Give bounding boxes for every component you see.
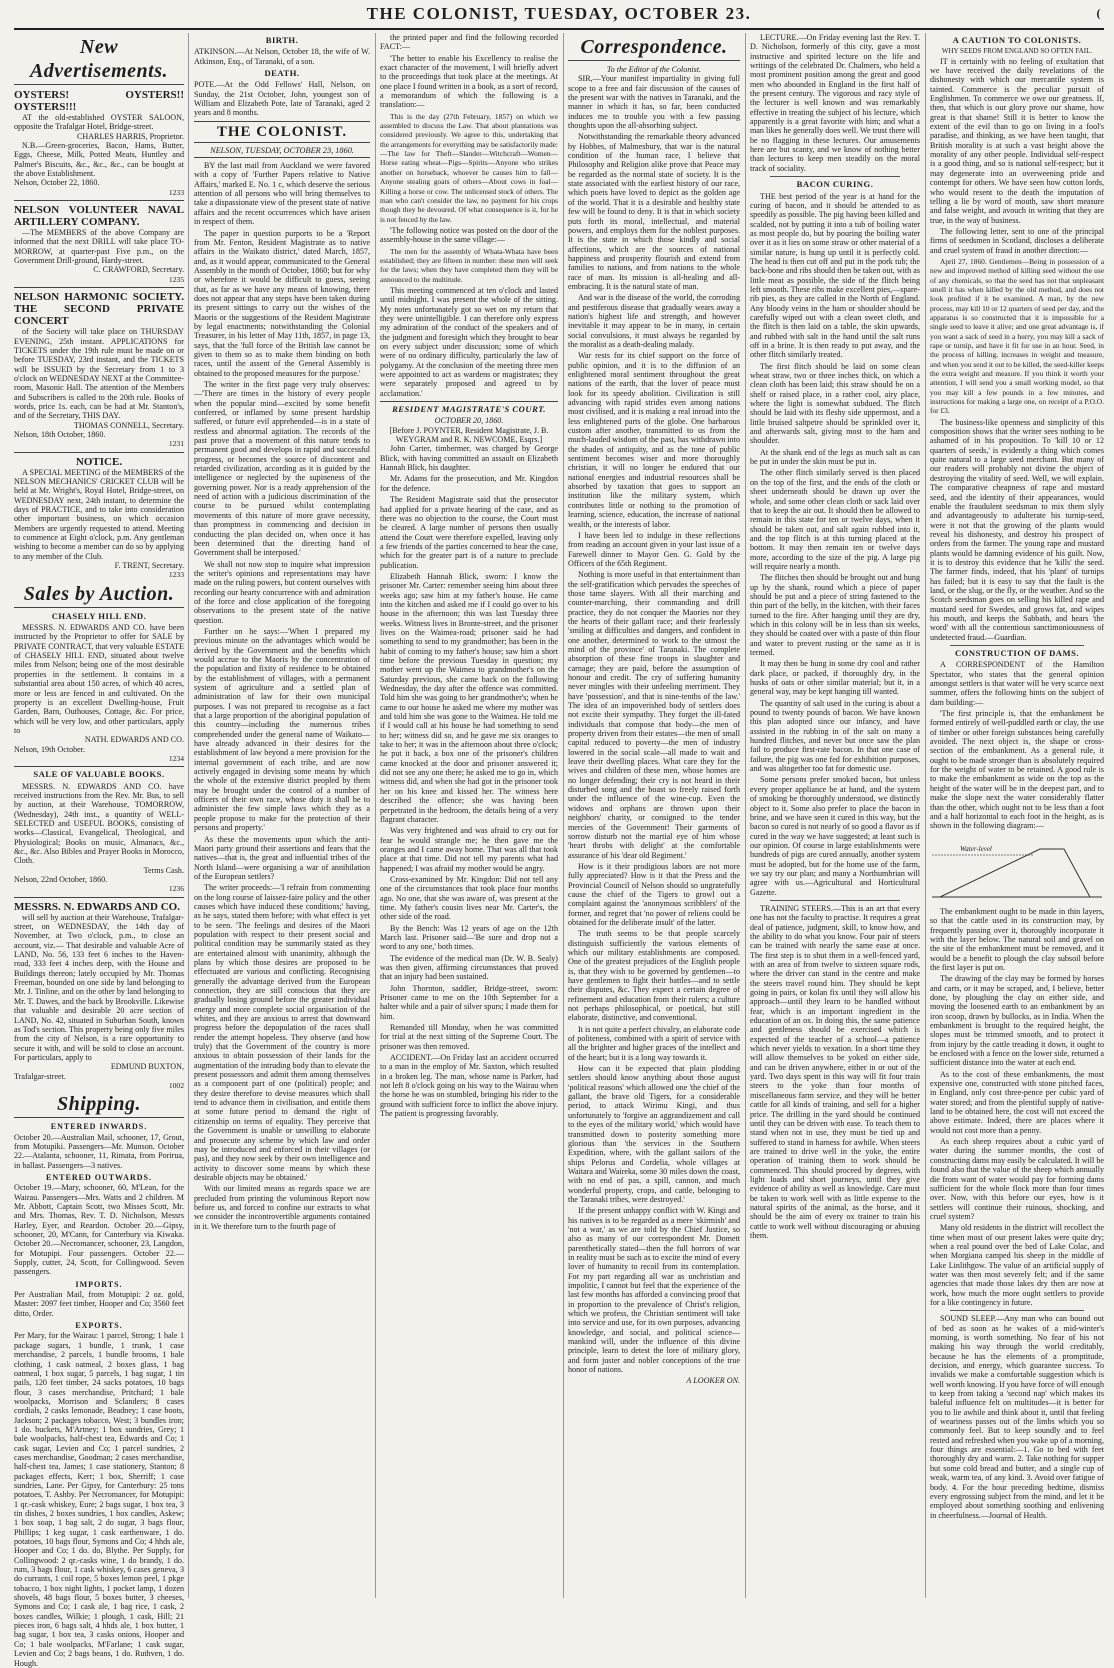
auction-signature: EDMUND BUXTON, bbox=[110, 1062, 184, 1072]
ad-extra: N.B.—Green-groceries, Bacon, Hams, Butter, Eggs, Cheese, Milk, Potted Meats, Huntley and Palmer's Biscuits, &c., &c., &c., can be bought at the above Establishment. bbox=[14, 141, 184, 179]
masthead-title: THE COLONIST, TUESDAY, OCTOBER 23. bbox=[366, 4, 752, 23]
bacon-paragraph: The quantity of salt used in the curing is about a pound to twenty pounds of bacon. We have known this plan adopted since our infancy, and have assisted in the rubbing in of the salt on many a hundred flitches, and never but once saw the plan fail to produce first-rate bacon. In that one case of failure, the pig was one fed for exhibition purposes, and was altogether too fat for domestic use. bbox=[750, 698, 920, 774]
bacon-paragraph: The flitches then should be brought out and hung up by the shank, round which a piece of paper should be put and a piece of string fastened to the thin part of the belly, in the kitchen, with their faces turned to the fire. After hanging until they are dry, which in this colony will be in less than six weeks, they should be coated over with a paste of thin flour and water to prevent rusting or the same as it is termed. bbox=[750, 573, 920, 657]
court-paragraph: By the Bench: Was 12 years of age on the 12th March last. Prisoner said—'Be sure and drop not a word to any one,' both times. bbox=[380, 923, 558, 952]
divider bbox=[14, 200, 184, 201]
dams-paragraph: The drawing of the clay may be formed by horses and carts, or it may be scraped, and, I believe, better done, by ploughing the clay on either side, and moving the loosened earth to an embankment by an iron scoop, drawn by bullocks, as in India. When the embankment is brought to the required height, the slopes must be trimmed smooth, and to protect it from injury by the cattle treading it down, it ought to be enclosed with a fence on the lower side, returned a sufficient distance into the water at each end. bbox=[930, 974, 1104, 1068]
court-title: RESIDENT MAGISTRATE'S COURT. bbox=[392, 404, 546, 415]
editorial-paragraph: Further on he says:—'When I prepared my previous minute on the advantages which would be derived by the Government and the benefits which would accrue to the Maoris by the concentration of the population and fixity of residence to be obtained by the establishment of villages, with a permanent system of agriculture and a settled plan of administration of law for their own municipal purposes. I was not prepared to recognise as a fact that a large proportion of the aboriginal population of this country—including the numerous tribes comprehended under the general name of Waikato—have already advanced in their desires for the establishment of law beyond a mere provision for the internal government of each tribe, and are now actively engaged in devising some means by which the whole of the extensive district peopled by them may be brought under the control of a number of officers of their own race, whose duty it shall be to administer the few simple laws which they as a people propose to make for the protection of their persons and property.' bbox=[194, 626, 370, 833]
ad-heading: NELSON VOLUNTEER NAVAL ARTILLERY COMPANY. bbox=[14, 204, 184, 229]
steers-paragraph: TRAINING STEERS.—This is an art that every one has not the faculty to practise. It requires a great deal of patience, judgment, skill, to know how, and the ability to do what you know. Four pair of steers can be trained with nearly the same ease at once. The first step is to shut them in a well-fenced yard, with an area of from twelve to sixteen square rods, where the driver can stand in the centre and make the steers travel round him. They should be kept going in pairs, or kolan fix until they will allow his approach—until they learn to be handled without fear, which is an important ingredient in the education of an ox. In doing this, the same patience and gentleness should be exercised which is expected of the teacher of a school—a patience which never yields to vexation. In a short time they will allow themselves to be yoked on either side, and can be driven anywhere, either in or out of the yard. Two days spent in this way will fit four train steers to the yoke than four months of miscellaneous farm service, and they will be better cattle for all kinds of training, and sell for a higher price. The drilling in the yard should be continued until they can be driven with ease. To teach them to stand when not in use, they must be tied up and suffered to stand in harness for awhile. When steers are trained to drive well in the yoke, the entire operation of training them to work should be commenced. This should proceed by degrees, with light loads and short journeys, until they give evidence of ability as well as knowledge. Care must be taken to work well with as little expense to the natural spirits of the animal, as the horse, and it should be the aim of every ox trainer to train his cattle to work well without discouraging or abusing them. bbox=[750, 903, 920, 1240]
editorial-paragraph: The paper in question purports to be a 'Report from Mr. Fenton, Resident Magistrate as to native affairs in the Waikato district,' dated March, 1857, and, as it would appear, communicated to the General Assembly in the month of October, 1860; but for why or wherefore it would be difficult to guess, seeing that, as far as we have any means of knowing, there does not appear that any steps have been taken during its present sittings to carry out the wishes of the Maoris or the suggestions of the Resident Magistrate by legal enactments; notwithstanding the Colonial Treasurer, in his letter of May 11th, 1857, in page 13, says, that the 'full force of the British law cannot be given to them so as to make them binding on both races, until the assent of the General Assembly is obtained to the proposed measures for the purpose.' bbox=[194, 228, 370, 378]
auction-books bbox=[14, 770, 184, 893]
deaths-text: POTE.—At the Odd Fellows' Hall, Nelson, on Sunday, the 21st October, John, youngest son of William and Elizabeth Pote, late of Taranaki, aged 2 years and 8 months. bbox=[194, 80, 370, 118]
auction-body: MESSRS. N. EDWARDS AND CO. have been instructed by the Proprietor to offer for SALE by PRIVATE CONTRACT, that very valuable ESTATE of CHASELY HILL END, situated about twelve miles from Nelson; being one of the most desirable properties in the settlement. It contains in a substantial area about 150 acres, of which 40 acres, more or less are fenced in and cultivated. On the property is an excellent Dwelling-house, Fruit Garden, Barn, Outhouses, Cottage, &c. For price, which will be very low, and other particulars, apply to bbox=[14, 623, 184, 735]
auction-number: 1236 bbox=[168, 884, 184, 894]
auction-date: Trafalgar-street. bbox=[14, 1071, 66, 1081]
ad-date: Nelson, October 22, 1860. bbox=[14, 178, 100, 188]
column-5 bbox=[750, 33, 920, 1598]
column-2 bbox=[194, 33, 370, 1598]
column-3 bbox=[380, 33, 558, 1598]
births-heading: BIRTH. bbox=[265, 35, 299, 45]
court-paragraph: John Carter, timbermer, was charged by George Blick, with having committed an assault on Elizabeth Hannah Blick, his daughter. bbox=[380, 444, 558, 473]
auction-date: Nelson, 22nd October, 1860. bbox=[14, 875, 108, 885]
to-editor: To the Editor of the Colonist. bbox=[606, 65, 702, 74]
dams-paragraph: A CORRESPONDENT of the Hamilton Spectator, who states that the general opinion amongst settlers is that water will be very scarce next summer, offers the following hints on the subject of dam building:— bbox=[930, 660, 1104, 707]
new-advertisements-title: New Advertisements. bbox=[14, 35, 184, 85]
bacon-paragraph: The other flitch similarly served is then placed on the top of the first, and the ends of the cloth or sheet underneath should be drawn up over the whole, and some other clean cloth or sack laid over that to keep the air out. It should then be allowed to remain in this state for ten or twelve days, when it should be taken out, and salt again rubbed into it, and the top flitch is at this turning placed at the bottom. It may then remain ten or twelve days more, according to the size of the pig. A large pig will require nearly a month. bbox=[750, 468, 920, 571]
letter-paragraph: Nothing is more useful in that entertainment than the self-gratification which pervades the speeches of those tame slayers. With all their marching and counter-marching, their commanding and drill practice, they do not conquer the Maories nor they the hearts of their gallant race; and their fearlessly 'smiling at difficulties and dangers, and confident in one another, determined to work to the utmost the mind of the province' of Taranaki. The complete absorption of these fine troops in slaughter and carnage; they are paid, before the assumption of honour and credit. The cry of suffering humanity never mingles with their unfeeling merriment. They have 'possession', and that is nine-tenths of the law.' The idea of an impoverished body of settlers does not excite their sympathy. They forget the ill-fated individuals that compose that body—the men of property driven from their estates—the men of small capital reduced to poverty—the men of industry lowered in the social scale—all made to wait and leave their dwelling places. What care they for the wives and children of these men, whose homes are no longer defending; their cry is not heard in their disturbed song and the boast so freely raised forth under the influence of the wine-cup. Even the widows and orphans are thrown upon their neighbors' charity, or consigned to the tender mercies of the Government! Their garments of sorrow disturb not the martial eye of him whose 'heart throbs with delight' at the comfortable assurance of his 'dear old Regiment.' bbox=[568, 570, 740, 860]
ad-heading: NELSON HARMONIC SOCIETY. THE SECOND PRIVATE CONCERT bbox=[14, 291, 184, 328]
column-rule bbox=[375, 33, 376, 1598]
column-rule bbox=[563, 33, 564, 1598]
court-paragraph: The Resident Magistrate said that the prosecutor had applied for a private hearing of the case, and as there was no objection to the course, the Court must be cleared. A large number of persons then usually attend the Court were therefore expelled, leaving only a few friends of the parties concerned to hear the case, which for the greater part is of a nature to preclude publication. bbox=[380, 495, 558, 570]
auction-heading: MESSRS. N. EDWARDS AND CO. bbox=[14, 900, 180, 913]
ad-number: 1231 bbox=[168, 439, 184, 449]
water-level-label: Water-level bbox=[960, 844, 992, 853]
letter-paragraph: I have been led to indulge in these reflections from reading an account given in your last issue of a Farewell dinner to Mayor Gen. G. Gold by the Officers of the 65th Regiment. bbox=[568, 530, 740, 568]
entered-inwards-text: October 20.—Australian Mail, schooner, 17, Grout, from Motupiki. Passengers—Mr. Munson. October 22.—Atalanta, schooner, 11, Rimata, from Porirua, in ballast. Passengers—3 natives. bbox=[14, 1132, 184, 1170]
auction-signature: NATH. EDWARDS AND CO. bbox=[84, 735, 184, 745]
dams-paragraph: As each sheep requires about a cubic yard of water during the summer months, the cost of constructing dams may easily be calculated. It will be found also that the value of the sheep which annually die from want of water would pay for forming dams sufficient for the whole flock more than four times over. Now, with this before our eyes, how is it settlers will continue their ruinous, shocking, and cruel system? bbox=[930, 1137, 1104, 1221]
editorial-paragraph: This meeting commenced at ten o'clock and lasted until midnight. I was present the whole of the sitting. My notes unfortunately got so wet on my return that they were unintelligible. I can therefore only express my admiration of the conduct of the speakers and of the judgment and foresight which they brought to bear on every subject under discussion; some of which were of no ordinary difficulty, particularly the law of polygamy. At the conclusion of the meeting three men were appointed to act as wardens or magistrates; they were separately proposed and agreed to by acclamation.' bbox=[380, 285, 558, 398]
divider bbox=[380, 401, 558, 402]
column-rule bbox=[925, 33, 926, 1598]
letter-signature: A LOOKER ON. bbox=[686, 1376, 740, 1386]
auction-signature: Terms Cash. bbox=[143, 865, 184, 875]
editorial-paragraph: With our limited means as regards space we are precluded from printing the voluminous Report now before us, and forced to confine our extracts to what we consider the incontrovertible arguments contained in it. We therefore turn to the fourth page of bbox=[194, 1184, 370, 1231]
ad-number: 1235 bbox=[168, 274, 184, 284]
ad-body: AT the old-established OYSTER SALOON, opposite the Trafalgar Hotel, Bridge-street. bbox=[14, 113, 184, 132]
caution-paragraph: The business-like openness and simplicity of this composition shows that the writer sees nothing to be ashamed of in his proposition. To 'kill 10 or 12 quarters of seeds,' is evidently a thing which comes quite natural to a large seed merchant. But many of our readers will probably not divine the object of destroying the vitality of seed. Well, we will explain. The comparative cheapness of rape and mustard seed, and the identity of their appearances, would enable the fraudulent seedsman to mix them slyly and advantageously to adulterate his turnip-seed, were it not that the growing of the plants would reveal his dishonesty, and destroy his prospect of orders from the farmer. The young rape and mustard plants would be damning evidence of his guilt. Now, it is to destroy this evidence that he 'kills' the seed. The farmer finds, indeed, that his 'plant' of turnips has failed; but it is easy to say that the fault is the land, or the slug, or the fly, or the weather. And so the Scotch seedsman goes on selling his killed rape and mustard seed for Swedes, and grows fat, and wipes his mouth, and keeps the Sabbath, and hears 'the word' with all the contentious sanctimoniousness of undetected fraud.—Guardian. bbox=[930, 417, 1104, 642]
ad-body: —The MEMBERS of the above Company are informed that the next DRILL will take place TO-MORROW, at quarter-past Five p.m., on the Government Drill-ground, Hardy-street. bbox=[14, 228, 184, 266]
auction-land bbox=[14, 901, 184, 1091]
exports-heading: EXPORTS. bbox=[75, 1321, 123, 1331]
court-paragraph: Elizabeth Hannah Blick, sworn: I know the prisoner Mr. Carter: remember seeing him about three weeks ago; saw him at my father's house. He came into the kitchen and asked me if I could go over to his house in the afternoon; this was last Tuesday three weeks. Witness lives in Bronte-street, and the prisoner lives on the Waimea-road; prisoner said he had something to send to my grandmother; has been in the habit of coming to my father's house; saw him a short time before the previous Tuesday in question; my mother went up the Waimea to grandmother's on the Saturday previous, she came back on the following Wednesday, the day after the offence was committed. Told him she was going to her grandmother's; when he came to our house he asked me where my mother was and told him she was gone to the Waimea. He told me if I would call at his house he had something to send to her; witness did so, and he gave me six oranges to take to her; it was in the afternoon about three o'clock; he put it back, a box one of the prisoner's children came knocked at the door and prisoner answered it; did not see any one there; he asked me to go in, which witness did, and when she had got in the prisoner took her on his knee and kissed her. The witness here described the offence; she was having been perpetrated in the bedroom, the details being of a very flagrant character. bbox=[380, 571, 558, 824]
editorial-quote: The men for the assembly of Whata-Whata have been established; they are fifteen in number: these men will seek for the laws; when they have completed them they will be announced to the multitude. bbox=[380, 246, 558, 284]
accident-paragraph: ACCIDENT.—On Friday last an accident occurred to a man in the employ of Mr. Saxton, which resulted in a broken leg. The man, whose name is Parker, had not left 8 o'clock going on his way to the Wairau when the horse he was on stumbled, bringing his rider to the ground with sufficient force to inflict the above injury. The patient is progressing favorably. bbox=[380, 1053, 558, 1119]
newspaper-page bbox=[14, 0, 1104, 1668]
divider bbox=[14, 766, 184, 767]
editorial-paragraph: The writer in the first page very truly observes:—'There are times in the history of every people when the popular mind—excited by some benefit conferred, or inflamed by some present hardship suffered, or future evil apprehended—is in a state of restless and abnormal agitation. The records of the past prove that a movement of this nature tends to permanent good and develops in rapid and successful progress, or becomes the source of discontent and retarded civilization, according as it is guided by the intelligence or neglected by the supineness of the governing power. Nor is a ready apprehension of the need of action with a judicious discrimination of the course to be pursued whilst contemplating movements of this nature of more grave necessity, than promptness in commencing and decision in conducting the plan decided on, when once it has been determined that the directing hand of Government shall be interposed.' bbox=[194, 380, 370, 558]
sales-by-auction-title: Sales by Auction. bbox=[14, 582, 184, 608]
page-mark: ( bbox=[1096, 6, 1102, 20]
auction-chasely bbox=[14, 612, 184, 764]
letter-paragraph: How can it be expected that plain plodding settlers should know anything about those august 'political reasons' which allowed one 'the chief of the gallant, the brave old Tigers, for a considerable period, to attack Wirimu Kingi, and thus unfortunately to 'forgive an aggrandizement and call to the eyes of the military world,' which would have transmitted down to posterity something more glorious than 'the services in the Southern Expedition, where, with the gallant sailors of the ships Pelorus and Cordelia, whole villages at Waitara and Waireka, some 30 miles down the coast, with no end of pas, a spill, cannon, and much wonderful property, crops, and cattle, belonging to the Taranaki tribes, were destroyed.' bbox=[568, 1064, 740, 1204]
divider bbox=[770, 900, 900, 901]
letter-paragraph: How is it their prodigious labors are not more fully appreciated? How is it that the Press and the Provincial Council of Nelson should so ungratefully cause the chief of the Tigers to growl out a complaint against the 'anonymous scribblers' of the former, and regret that 'no power of reliens could be obtained for the deliberate insult' of the latter. bbox=[568, 861, 740, 927]
editorial-paragraph: 'The following notice was posted on the door of the assembly-house in the same village:— bbox=[380, 225, 558, 245]
letter-paragraph: SIR,—Your manifest impartiality in giving full scope to a free and fair discussion of the causes of the present war with the natives in Taranaki, and the manner in which it has, so far, been conducted induces me to trouble you with a few passing thoughts upon the all-absorbing subject. bbox=[568, 74, 740, 131]
caution-paragraph: IT is certainly with no feeling of exultation that we have received the daily revelations of the dishonesty with which our mercantile system is tainted. Commerce is the peculiar pursuit of Englishmen. To commerce we owe our greatness. If, then, that which is our glory prove our shame, how great is that shame! Still it is better to know the extent of the evil than to go on living in a fool's paradise, and thinking, as we have been taught, that British morality is at such a vast height above the morality of any other people. Individual self-respect is a good thing, and so is national self-respect; but it may degenerate into an overweening pride and contempt for others. We have seen how cotton lords, who would resent to the death the imputation of telling a lie by word of mouth, saw short measure and false weight, and avouch in writing that they are true, in the way of business. bbox=[930, 56, 1104, 225]
court-paragraph: Was very frightened and was afraid to cry out for fear he would strangle me; he then gave me the oranges and I came away home. That was all that took place at that time. Did not tell my parents what had happened; I was afraid my mother would be angry. bbox=[380, 826, 558, 873]
dams-paragraph: Many old residents in the district will recollect the time when most of our present lakes were quite dry; when a real pound over the bed of Lake Colac, and when Morgiana camped his sheep in the middle of Lake Linlithgow. The value of an artificial supply of water was then most severely felt; and if the same agencies that made those lakes dry then are now at work, how much the more ought settlers to provide for a like contingency in future. bbox=[930, 1223, 1104, 1307]
divider bbox=[770, 176, 900, 177]
divider bbox=[14, 897, 184, 898]
shipping-title: Shipping. bbox=[14, 1092, 184, 1118]
auction-body: MESSRS. N. EDWARDS AND CO. have received instructions from the Rev. Mr. Bus, to sell by auction, at their Warehouse, TOMORROW, (Wednesday), 24th inst., a quantity of WELL-SELECTED and USEFUL BOOKS, consisting of works—Classical, Evangelical, Theological, and Physiological; Books on music, Almanacs, &c., &c., &c. Also Bibles and Prayer Books in Morocco, Cloth. bbox=[14, 781, 184, 866]
editorial-paragraph: BY the last mail from Auckland we were favored with a copy of 'Further Papers relative to Native Affairs,' marked E. No. 1 c, which deserve the serious attention of all persons who will bring themselves to take a dispassionate view of the present state of native affairs and the recent occurrences which have arisen in respect of them. bbox=[194, 161, 370, 227]
ad-number: 1233 bbox=[168, 187, 184, 197]
ad-heading: OYSTERS! OYSTERS!! OYSTERS!!! bbox=[14, 89, 184, 113]
ad-number: 1233 bbox=[168, 570, 184, 580]
auction-date: Nelson, 19th October. bbox=[14, 744, 86, 754]
bacon-paragraph: The first flitch should be laid on some clean wheat straw, two or three inches thick, on which a clean cloth has been laid; this straw should be on a shelf or raised place, in a rather cool, airy place, where the light is somewhat subdued. The flitch should be laid with its fleshy side uppermost, and a little bruised saltpetre should be sprinkled over it, and afterwards salt, giving most to the ham and shoulder. bbox=[750, 361, 920, 446]
column-6 bbox=[930, 33, 1104, 1598]
dams-paragraph: 'The first principle is, that the embankment be formed entirely of well-puddled earth or clay, the use of timber or other foreign substances being carefully avoided. The next object is, the shape or cross-section of the embankment. As a general rule, it ought to be made stronger than is absolutely required for the weight of water to be retained. A good rule is to make the embankment as wide on the top as the height of the water will be in the deepest part, and to make the slope next the water considerably flatter than the other, which ought not to be less than a foot and a half horizontal to each foot in the height, as is shown in the following diagram:— bbox=[930, 709, 1104, 831]
caution-paragraph: The following letter, sent to one of the principal firms of seedsmen in Scotland, discloses a deliberate and cruel system of fraud in another direction:— bbox=[930, 226, 1104, 255]
entered-outwards-text: October 19.—Mary, schooner, 60, M'Lean, for the Wairau. Passengers—Mrs. Watts and 2 children. M Mr. Abbott, Captain Scott, two Misses Scott, Mr. and Mrs. Thomas, Rev. T. D. Nicholson, Messrs Harley, Eyer, and Reardon. October 20.—Gipsy, schooner, 20, M'Cann, for Canterbury via Kiwaka. October 20.—Necromancer, schooner, 23, Langdon, for Motupipi. Four passengers. October 22.—Supply, cutter, 24, Scott, for Collingwood. Seven passengers. bbox=[14, 1183, 184, 1277]
masthead-rule bbox=[14, 28, 1104, 30]
editorial-paragraph: 'The better to enable his Excellency to realise the exact character of the movement, I will briefly advert to the proceedings that took place at the meetings. At one place I found written in a book, as a sort of record, a memorandum of which the following is a translation:— bbox=[380, 53, 558, 110]
bacon-paragraph: THE best period of the year is at hand for the curing of bacon, and it should be attended to as speedily as possible. The pig having been killed and scalded, not by putting it into a tub of boiling water as most people do, but by pouring the boiling water over it as it lies on some straw or other material of a similar nature, is hung up until it is perfectly cold. The head is then cut off and put in the pork tub; the back-bone and ribs should then be taken out, with as little meat as possible, the side of the flitch being left smooth. These ribs make excellent pies,—spare-rib pies, as they are called in the North of England. Any bloody veins in the ham or shoulder should be carefully wiped out with a clean sweet cloth, and the flitch is then laid on a table, the skin upwards, and rubbed with salt in the hand until the salt runs off in a brine. It is then ready to put away, and the other flitch similarly treated. bbox=[750, 191, 920, 360]
lecture-paragraph: LECTURE.—On Friday evening last the Rev. T. D. Nicholson, formerly of this city, gave a most instructive and spirited lecture on the life and writings of the celebrated Dr. Chalmers, who held a most prominent position among the great and good men who abounded in England in the first half of the present century. The vigorous and racy style of the lecturer is well known and was remarkably effective in treating the subject of his lecture, which apparently is a great favorite with him; and what a man likes he generally does well. We trust there will be no flagging in these lectures. Our amusements here are but scanty, and we know of nothing better than lectures to keep men steadily on the moral track of sociality. bbox=[750, 33, 920, 173]
court-paragraph: John Thornton, saddler, Bridge-street, sworn: Prisoner came to me on the 10th September for a halter while and a pair of silver spurs; I made them for him. bbox=[380, 983, 558, 1021]
ad-signature: C. CRAWFORD, Secretary. bbox=[93, 265, 184, 275]
ad-naval-artillery bbox=[14, 204, 184, 284]
court-paragraph: Mr. Adams for the prosecution, and Mr. Kingdon for the defence. bbox=[380, 474, 558, 493]
column-rule bbox=[745, 33, 746, 1598]
column-1 bbox=[14, 33, 184, 1668]
letter-paragraph: Notwithstanding the remarkable theory advanced by Hobbes, of Malmesbury, that war is the natural condition of the human race, I believe that Philosophy and Religion alike prove that Peace may be regarded as the normal state of society. It is the state associated with the earliest history of our race, which poets have loved to depict as the golden age of the world. That it is a desirable and healthy state few will be found to deny. It is that in which society puts forth its moral, intellectual, and material powers, and employs them for the noblest purposes. It is the state in which those kindly and social affections, which are the sources of national happiness and prosperity flourish and extend from families to nations, and from nations to the whole race of man. Its mission is all-healing and all-embracing. It is the natural state of man. bbox=[568, 132, 740, 291]
caution-subtitle: WHY SEEDS FROM ENGLAND SO OFTEN FAIL. bbox=[941, 47, 1093, 56]
masthead bbox=[14, 4, 1104, 28]
correspondence-title: Correspondence. bbox=[568, 35, 740, 61]
auction-number: 1002 bbox=[168, 1080, 184, 1090]
sleep-paragraph: SOUND SLEEP.—Any man who can bound out of bed as soon as he wakes of a mid-winter's morning, is worth something. No fear of his not making his way through the world creditably, because he has the elements of a promptitude, decision, and energy, which guarantee success. To invalids we make a comfortable suggestion which is well worth knowing. If you have force of will enough to keep from taking a 'second nap' which makes its baleful influence felt on multitudes—it is better for you to lie awhile and think about it, until that feeling of weariness passes out of the limbs which you so commonly feel. But to keep soundly and to feel rested and refreshed when you wake up of a morning, four things are essential:—1. Go to bed with feet thoroughly dry and warm. 2. Take nothing for supper but some cold bread and butter, and a single cup of weak, warm tea, of any kind. 3. Avoid over fatigue of body. 4. For the hour preceding bedtime, dismiss every engrossing subject from the mind, and let it be employed about something soothing and enlivening in cheerfulness.—Journal of Health. bbox=[930, 1314, 1104, 1520]
ad-body: of the Society will take place on THURSDAY EVENING, 25th instant. APPLICATIONS for TICKETS under the 19th rule must be made on or before TUESDAY, 23rd instant, and the TICKETS will be ISSUED by the Secretary from 1 to 3 o'clock on WEDNESDAY NEXT at the Committee-room, Masonic Hall. The attention of the Members and Subscribers is called to the 20th rule. Books of words, price 1s. each, can be had at Mr. Stanton's, and of the Secretary, THIS DAY. bbox=[14, 327, 184, 421]
court-paragraph: Cross-examined by Mr. Kingdon: Did not tell any one of the circumstances that took place four months ago. No one, that she was aware of, was present at the time. My father's cousin lives near Mr. Carter's, the other side of the road. bbox=[380, 874, 558, 922]
entered-inwards-heading: ENTERED INWARDS. bbox=[50, 1122, 148, 1132]
auction-heading: SALE OF VALUABLE BOOKS. bbox=[33, 769, 165, 780]
bacon-title: BACON CURING. bbox=[796, 179, 874, 190]
imports-text: Per Australian Mail, from Motupipi: 2 oz. gold, Master: 2097 feet timber, Hooper and Co; 3560 feet ditto, Order. bbox=[14, 1290, 184, 1318]
exports-text: Per Mary, for the Wairau: 1 parcel, Strong; 1 bale 1 package sugars, 1 bundle, 1 trunk, 1 case merchandise, 2 parcels, 1 bundle brooms, 1 bale clothing, 1 cask oatmeal, 2 boxes glass, 1 bag oatmeal, 1 box sugar, 5 parcels, 1 bag sugar, 1 tin pails, 120 feet timber, 24 sacks potatoes, 10 bags flour, 3 cases merchandise, Pritchard; 1 bale woolpacks, Morrison and Sclanders; 8 cases cordials, 2 casks lemonade, Beadney; 1 case boots, Jackson; 2 packages tobacco, West; 3 bundles iron; 1 do. buckets, M'Artney; 1 box sundries, Grey; 1 bale woolpacks, half-chest tea, Edwards and Co; 1 cask sugar, Levien and Co; 1 parcel sundries, 2 cases merchandise, Goodman; 2 cases merchandise, half-chest tea, James; 1 case stationery, Stanton; 8 packages effects, Kerr; 1 box, Sherriff; 1 case sundries, Lane. Per Gipsy, for Canterbury: 25 tons potatoes, T. Ashby. Per Necromancer, for Motupipi: 1 qr.-cask whiskey, Eure; 2 bags sugar, 1 box tea, 3 tin dishes, 2 boxes sundries, 1 box candles, Askew; 1 box soap, 1 bag salt, 2 do sugar, 3 bags flour, Phillips; 1 keg sugar, 1 cask earthenware, 1 do. potatoes, 10 bags flour, Symons and Co; 4 hhds ale, Hooper and Co; 1 do. do, Blythe. Per Supply, for Collingwood: 2 qr.-casks wine, 1 do brandy, 1 do. rum, 3 bags flour, 1 cask whiskey, 6 cases geneva, 3 do currants, 1 coil rope, 5 boxes lemon peel, 1 pkge tobacco, 1 box night lights, 1 pocket lamp, 1 dozen shovels, 48 bags flour, 5 boxes butter, 3 cheeses, Symons and Co; 1 cask ale, 1 bag rice, 1 cask, 2 boxes candles, Wilkie; 1 plough, 1 cask, Hill; 21 pieces iron, 6 bags salt, 4 hhds ale, 1 box butter, 1 bag sugar, 1 box tea, 3 casks onions, Hooper and Co; 1 bale woolpacks, M'Farlane; 1 cask sugar, Levien and Co; 2 bags beans, 1 do. Ruthven, 1 do. Hough. bbox=[14, 1331, 184, 1668]
dams-paragraph: The embankment ought to be made in thin layers, so that the cattle used in its construction may, by frequently passing over it, thoroughly incorporate it with the layer below. The natural soil and gravel on the site of the embankment must be removed, and it would be a benefit to plough the clay subsoil before the first layer is put on. bbox=[930, 906, 1104, 972]
letter-paragraph: If the present unhappy conflict with W. Kingi and his natives is to be regarded as a mere 'skirmish' and 'not a war,' as we are told by the Chief Justice, so also as many of our correspondent Mr. Domett parenthetically stated—then the full horrors of war in reality must be such as to excite the mind of every lover of humanity to recoil from its contemplation. For my part regarding all war as unchristian and impolitic, I cannot but feel that the experience of the last few months has afforded a convincing proof that in proportion to the prevalence of Christ's religion, which we profess, the Christian sentiment will take into service and use, for its own purposes, advancing knowledge, and social, and political science—mankind will, under the influence of this divine principle, learn to detest the lore of military glory, and form juster and nobler conceptions of the true honor of nations. bbox=[568, 1206, 740, 1375]
divider bbox=[950, 645, 1084, 646]
editorial-paragraph: the printed paper and find the following recorded FACT:— bbox=[380, 33, 558, 52]
ad-signature: F. TRENT, Secretary. bbox=[114, 561, 184, 571]
column-4 bbox=[568, 33, 740, 1598]
court-paragraph: Remanded till Monday, when he was committed for trial at the next sitting of the Supreme Court. The prisoner was then removed. bbox=[380, 1023, 558, 1051]
editorial-paragraph: As these the movements upon which the anti-Maori party ground their assertions and fears that the natives—that is, the great and influential tribes of the North Island—were organising a war of annihilation of the European settlers? bbox=[194, 834, 370, 881]
dams-title: CONSTRUCTION OF DAMS. bbox=[954, 648, 1080, 658]
entered-outwards-heading: ENTERED OUTWARDS. bbox=[46, 1172, 152, 1182]
court-date: OCTOBER 20, 1860. bbox=[434, 416, 504, 426]
dam-diagram bbox=[930, 835, 1104, 903]
editorial-paragraph: The writer proceeds:—'I refrain from commenting on the long course of laissez-faire policy and the other causes which have induced these conditions;' having, as he says, stated them before; with what effect is yet to be seen. 'The feelings and desires of the Maori population with respect to their present social and political condition may be summarily stated as they are entertained almost with unanimity, although the plans by which those desires are proposed to be effectuated are various and conflicting. Recognising generally the advantage derived from the European connection, they are still conscious that they are gradually losing ground before the greater individual energy and more complete social organisation of the whites, and they are anxious to arrest that downward progress before the depopulation of the races shall render the attempt hopeless. They observe (and how truly) that the Government of the country is more anxious to obtain possession of their lands for the augmentation of the intruding body than to elevate the present possessors and admit them among themselves as a component part of one (political) people; and they desire therefore to devise measures which shall tend to advance them in civilisation, and entitle them at some future period to demand the right of citizenship on terms of equality. They perceive that the Government is unable or unwilling to elaborate and prosecute any scheme by which law and order may be introduced and enforced in their villages (or pas), and they now seek by their own intelligence and activity to discover some means by which these desirable objects may be obtained.' bbox=[194, 883, 370, 1182]
bacon-paragraph: Some persons prefer smoked bacon, but unless every proper appliance be at hand, and the system of smoking be thoroughly understood, we distinctly object to it. Some also prefer to place the bacon in brine, and we have seen it cured in this way, but the bacon so cured is not nearly of so good a flavor as if cured in the way we have suggested; at least such is our opinion. Of course in large establishments were hundreds of pigs are cured annually, another system must be adopted, but for the home use of the farm, we say try our plan; and many a Northumbrian will agree with us.—Agricultural and Horticultural Gazette. bbox=[750, 775, 920, 897]
auction-heading: CHASELY HILL END. bbox=[51, 610, 147, 621]
ad-oysters bbox=[14, 89, 184, 197]
auction-number: 1234 bbox=[168, 753, 184, 763]
divider bbox=[14, 287, 184, 288]
auction-body: will sell by auction at their Warehouse, Trafalgar-street, on WEDNESDAY, the 14th day of November, at Two o'clock, p.m., to close an account, viz.— That desirable and valuable Acre of LAND, No. 56, 133 feet 6 inches to the Haven-road, 333 feet 4 inches deep, with the House and Buildings thereon; lately occupied by Mr. Thomas Freeman, bounded on one side by land belonging to Mr. J. Tinline, and on the other by land belonging to Mr. T. Dawes, and the back by Brookville. Likewise that valuable and desirable 20 acre section of LAND, No. 42, situated in Suburban South, known as Tod's section. This property being only five miles from the city of Nelson, is a rare opportunity to secure it with, and will be sold to close an account. For particulars, apply to bbox=[14, 912, 184, 1062]
letter-paragraph: And war is the disease of the world, the corroding and pestiferous disease that gradually wears away a nation's highest life and strength, and however inevitable it may appear to be in many, in certain social convulsions, it must always be regarded by the moralist as a death-dealing malady. bbox=[568, 293, 740, 349]
editorial-paragraph: We shall not now stop to inquire what impression the writer's opinions and representations may have made on the ruling powers, but content ourselves with recording our hearty concurrence with and admiration of the force and close application of the foregoing observations to the present state of the native question. bbox=[194, 559, 370, 625]
ad-date: Nelson, 18th October, 1860. bbox=[14, 429, 106, 439]
bacon-paragraph: It may then be hung in some dry cool and rather dark place, or packed, if thoroughly dry, in the husks of oats or other similar material; but it, in a general way, may be kept hanging till wanted. bbox=[750, 659, 920, 697]
dam-cross-section bbox=[930, 835, 1104, 901]
letter-paragraph: The truth seems to be that people scarcely distinguish sufficiently the various elements of which our military establishments are composed. One of the greatest prejudices of the English people is, that they wish to be governed by gentlemen—to have gentlemen to fight their battles—and to settle their disputes, &c. They expect a certain degree of refinement and education from their rulers; a culture not perhaps philosophical, or poetical, but still elaborate, distinctive, and conventional. bbox=[568, 929, 740, 1023]
ad-cricket-club bbox=[14, 456, 184, 580]
column-rule bbox=[188, 33, 189, 1598]
dams-paragraph: As to the cost of these embankments, the most expensive one, constructed with stone pitched faces, in England, only cost three-pence per cubic yard of water stored; and from the plentiful supply of native-land to be obtained here, the cost will not exceed the above estimate. Indeed, there are places where it would not cost more than a penny. bbox=[930, 1069, 1104, 1135]
ad-signature: CHARLES HARRIS, Proprietor. bbox=[76, 131, 184, 141]
ad-heading: NOTICE. bbox=[75, 455, 123, 468]
ad-body: A SPECIAL MEETING of the MEMBERS of the NELSON MECHANICS' CRICKET CLUB will be held at Mr. Wright's, Royal Hotel, Bridge-street, on WEDNESDAY next, 24th instant, to determine the days of PRACTICE, and to take into consideration other important business, on which occasion Members are urgently requested to attend. Meeting to commence at Eight o'clock, p.m. Any gentleman wishing to become a member can do so by applying to any member of the Club. bbox=[14, 467, 184, 561]
letter-paragraph: War rests for its chief support on the force of public opinion, and it is to the diffusion of an enlightened moral sentiment throughout the great nations of the earth, that the lover of peace must look for its speedy abolition. Civilization is still advancing with rapid strides even among nations most civilised, and it is making a real inroad into the less enlightened parts of the globe. One barbarous custom after another, transmitted to us from the much-lauded wisdom of the past, has withdrawn into the shades of antiquity, and as the tone of public sentiment becomes wiser and more thoroughly christian, it will no longer be endured that our national energies and industrial resources shall be absorbed by taxation that goes to support an institution like the military system, which contributes little or nothing to the promotion of learning, science, education, the increase of national wealth, or the interests of labor. bbox=[568, 351, 740, 529]
court-paragraph: The evidence of the medical man (Dr. W. B. Sealy) was then given, affirming circumstances that proved that an injury had been sustained. bbox=[380, 953, 558, 982]
divider bbox=[950, 1310, 1084, 1311]
divider bbox=[14, 452, 184, 453]
caution-title: A CAUTION TO COLONISTS. bbox=[952, 35, 1082, 45]
embankment-outline bbox=[940, 849, 1090, 897]
caution-letter: April 27, 1860. Gentlemen—Being in possession of a new and improved method of killing seed without the use of any chemicals, so that the seed has not that unpleasant smell it has when killed by the old method, and does not look profited if it be examined. A man, by the new process, may kill 10 or 12 quarters of seed per day, and the apparatus is so constructed that it is impossible for a single seed to leave it alive; and one great advantage is, if you want a sack of seed in a hurry, you may kill a sack of rape or turnip, and have it fit for use in an hour. Seed, in the process of killing, increases in weight and measure, and when you send it out to be killed, the seed-killer keeps the extra weight and measure. If you think it worth your attention, I will send you a small working model, so that you may kill a few pounds in a few minutes, and instructions for making a large one, on receipt of a P.O.O. for £3. bbox=[930, 256, 1104, 416]
births-text: ATKINSON.—At Nelson, October 18, the wife of W. Atkinson, Esq., of Taranaki, of a son. bbox=[194, 47, 370, 66]
court-bench: [Before J. POYNTER, Resident Magistrate, J. B. WEYGRAM and R. K. NEWCOME, Esqrs.] bbox=[389, 425, 549, 445]
ad-harmonic-society bbox=[14, 291, 184, 448]
imports-heading: IMPORTS. bbox=[75, 1279, 123, 1289]
deaths-heading: DEATH. bbox=[264, 68, 300, 79]
editorial-quote: This is the day (27th February, 1857) on which we assembled to discuss the Law. That about plantations was considered previously. We agree to this, undertaking that the arrangements for everything may be satisfactorily made:—The law for Theft—Slander—Witchcraft—Women—Horse eating wheat—Pigs—Spirits—Anyone who strikes another on horseback, whoever he causes him to fall—Anyone stealing goats of others—About cows in foal—Killing a horse or cow. The unlicensed stock of others. The man who can't consider the law, no payment for his crops though they be devoured. Of what consequence is it, for he is not fenced by the law. bbox=[380, 111, 558, 224]
letter-paragraph: It is not quite a perfect chivalry, an elaborate code of politeness, combined with a spirit of service with all the brighter and higher graces of the intellect and of the heart; but it is a long way towards it. bbox=[568, 1024, 740, 1062]
bacon-paragraph: At the shank end of the legs as much salt as can be put in under the skin must be put in. bbox=[750, 447, 920, 467]
ad-signature: THOMAS CONNELL, Secretary. bbox=[73, 420, 184, 430]
paper-title: THE COLONIST. bbox=[194, 121, 370, 143]
dateline: NELSON, TUESDAY, OCTOBER 23, 1860. bbox=[194, 146, 370, 158]
